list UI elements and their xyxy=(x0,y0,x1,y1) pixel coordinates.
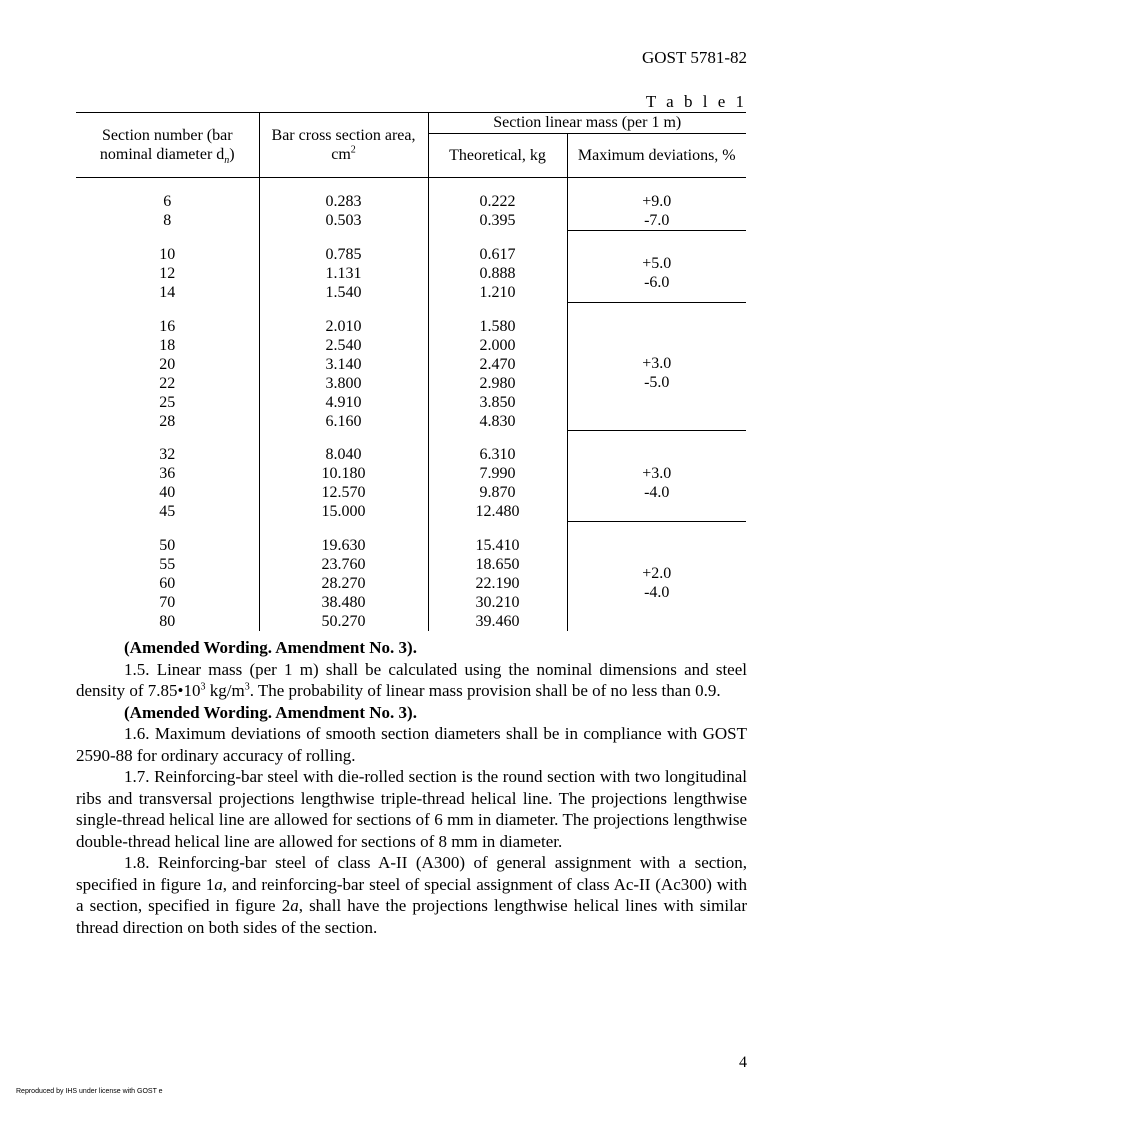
col3-header: Theoretical, kg xyxy=(428,134,567,178)
section-table xyxy=(76,112,746,631)
theoretical-mass-cell: 12.480 xyxy=(428,502,567,521)
section-number-cell: 10 xyxy=(76,245,259,264)
table-row xyxy=(76,445,746,464)
table-label: T a b l e 1 xyxy=(645,92,747,111)
theoretical-mass-cell: 7.990 xyxy=(428,464,567,483)
table-row xyxy=(76,536,746,555)
deviation-minus: -7.0 xyxy=(644,212,670,229)
deviation-minus: -5.0 xyxy=(644,374,670,392)
group-gap xyxy=(76,178,746,193)
theoretical-mass-cell: 0.888 xyxy=(428,264,567,283)
deviation-plus: +3.0 xyxy=(642,355,672,373)
theoretical-mass-cell: 4.830 xyxy=(428,412,567,431)
paragraph-1-8: 1.8. Reinforcing-bar steel of class A-II (A300) of general assignment with a section, specified in figure 1a, and reinforcing-bar steel of special assignment of class Ac-II (Ac300) with a section, specified in figure 2a, shall have the projections lengthwise helical lines with similar thread direction on both sides of the section. xyxy=(76,853,747,937)
group-gap xyxy=(76,231,746,246)
group-header: Section linear mass (per 1 m) xyxy=(428,113,746,134)
theoretical-mass-cell: 9.870 xyxy=(428,483,567,502)
deviation-plus: +3.0 xyxy=(642,464,672,482)
section-number-cell: 18 xyxy=(76,336,259,355)
table-body xyxy=(76,178,746,631)
section-number-cell: 28 xyxy=(76,412,259,431)
table-row xyxy=(76,192,746,211)
cross-section-area-cell: 1.131 xyxy=(259,264,428,283)
section-number-cell: 25 xyxy=(76,393,259,412)
cross-section-area-cell: 28.270 xyxy=(259,574,428,593)
deviation-plus: +9.0 xyxy=(642,193,672,210)
section-number-cell: 80 xyxy=(76,612,259,631)
deviation-plus: +2.0 xyxy=(642,565,672,582)
table-row xyxy=(76,317,746,336)
cross-section-area-cell: 2.540 xyxy=(259,336,428,355)
theoretical-mass-cell: 1.580 xyxy=(428,317,567,336)
cross-section-area-cell: 50.270 xyxy=(259,612,428,631)
theoretical-mass-cell: 18.650 xyxy=(428,555,567,574)
cross-section-area-cell: 6.160 xyxy=(259,412,428,431)
section-number-cell: 32 xyxy=(76,445,259,464)
theoretical-mass-cell: 30.210 xyxy=(428,593,567,612)
theoretical-mass-cell: 0.617 xyxy=(428,245,567,264)
deviation-cell xyxy=(567,317,746,431)
section-number-cell: 12 xyxy=(76,264,259,283)
theoretical-mass-cell: 15.410 xyxy=(428,536,567,555)
theoretical-mass-cell: 2.470 xyxy=(428,355,567,374)
cross-section-area-cell: 3.140 xyxy=(259,355,428,374)
section-number-cell: 50 xyxy=(76,536,259,555)
section-number-cell: 60 xyxy=(76,574,259,593)
deviation-cell xyxy=(567,192,746,231)
paragraph-1-6: 1.6. Maximum deviations of smooth section diameters shall be in compliance with GOST 2590-88 for ordinary accuracy of rolling. xyxy=(76,724,747,765)
deviation-plus: +5.0 xyxy=(642,255,672,273)
section-number-cell: 36 xyxy=(76,464,259,483)
paragraph-1-5: 1.5. Linear mass (per 1 m) shall be calculated using the nominal dimensions and steel density of $7.85•10^3$ $kg/m^3$. The probability of linear mass provision shall be of no less than 0.9. xyxy=(76,659,747,700)
paragraph-1-7: 1.7. Reinforcing-bar steel with die-rolled section is the round section with two longitudinal ribs and transversal projections lengthwise triple-thread helical line. The projections lengthwise single-thread helical line are allowed for sections of 6 mm in diameter. The projections lengthwise double-thread helical line are allowed for sections of 8 mm in diameter. xyxy=(76,767,747,851)
cross-section-area-cell: 3.800 xyxy=(259,374,428,393)
theoretical-mass-cell: 0.222 xyxy=(428,192,567,211)
section-number-cell: 45 xyxy=(76,502,259,521)
cross-section-area-cell: 0.283 xyxy=(259,192,428,211)
theoretical-mass-cell: 39.460 xyxy=(428,612,567,631)
cross-section-area-cell: 1.540 xyxy=(259,283,428,302)
section-number-cell: 40 xyxy=(76,483,259,502)
group-gap xyxy=(76,302,746,317)
page-number: 4 xyxy=(739,1054,747,1071)
section-number-cell: 6 xyxy=(76,192,259,211)
theoretical-mass-cell: 0.395 xyxy=(428,211,567,230)
section-number-cell: 22 xyxy=(76,374,259,393)
theoretical-mass-cell: 22.190 xyxy=(428,574,567,593)
section-number-cell: 70 xyxy=(76,593,259,612)
amendment-note: (Amended Wording. Amendment No. 3). xyxy=(124,638,417,657)
col1-header: Section number (bar nominal diameter $d_n$) xyxy=(76,113,259,178)
section-number-cell: 55 xyxy=(76,555,259,574)
col4-header: Maximum deviations, % xyxy=(567,134,746,178)
cross-section-area-cell: 8.040 xyxy=(259,445,428,464)
group-gap xyxy=(76,521,746,536)
body-text xyxy=(76,637,747,938)
group-gap xyxy=(76,431,746,446)
cross-section-area-cell: 4.910 xyxy=(259,393,428,412)
section-number-cell: 8 xyxy=(76,211,259,230)
theoretical-mass-cell: 2.980 xyxy=(428,374,567,393)
theoretical-mass-cell: 2.000 xyxy=(428,336,567,355)
col2-header: Bar cross section area, $cm^2$ xyxy=(259,113,428,178)
cross-section-area-cell: 15.000 xyxy=(259,502,428,521)
cross-section-area-cell: 19.630 xyxy=(259,536,428,555)
deviation-minus: -6.0 xyxy=(644,274,670,292)
deviation-cell xyxy=(567,536,746,631)
deviation-minus: -4.0 xyxy=(644,483,670,501)
section-number-cell: 20 xyxy=(76,355,259,374)
deviation-cell xyxy=(567,245,746,302)
theoretical-mass-cell: 3.850 xyxy=(428,393,567,412)
cross-section-area-cell: 10.180 xyxy=(259,464,428,483)
cross-section-area-cell: 2.010 xyxy=(259,317,428,336)
deviation-minus: -4.0 xyxy=(644,584,670,601)
deviation-cell xyxy=(567,445,746,521)
cross-section-area-cell: 0.785 xyxy=(259,245,428,264)
section-number-cell: 16 xyxy=(76,317,259,336)
table-row xyxy=(76,245,746,264)
section-number-cell: 14 xyxy=(76,283,259,302)
cross-section-area-cell: 12.570 xyxy=(259,483,428,502)
cross-section-area-cell: 0.503 xyxy=(259,211,428,230)
license-footer: Reproduced by IHS under license with GOST e xyxy=(16,1088,163,1095)
cross-section-area-cell: 38.480 xyxy=(259,593,428,612)
theoretical-mass-cell: 1.210 xyxy=(428,283,567,302)
cross-section-area-cell: 23.760 xyxy=(259,555,428,574)
theoretical-mass-cell: 6.310 xyxy=(428,445,567,464)
document-header: GOST 5781-82 xyxy=(642,48,747,67)
amendment-note: (Amended Wording. Amendment No. 3). xyxy=(124,702,417,722)
